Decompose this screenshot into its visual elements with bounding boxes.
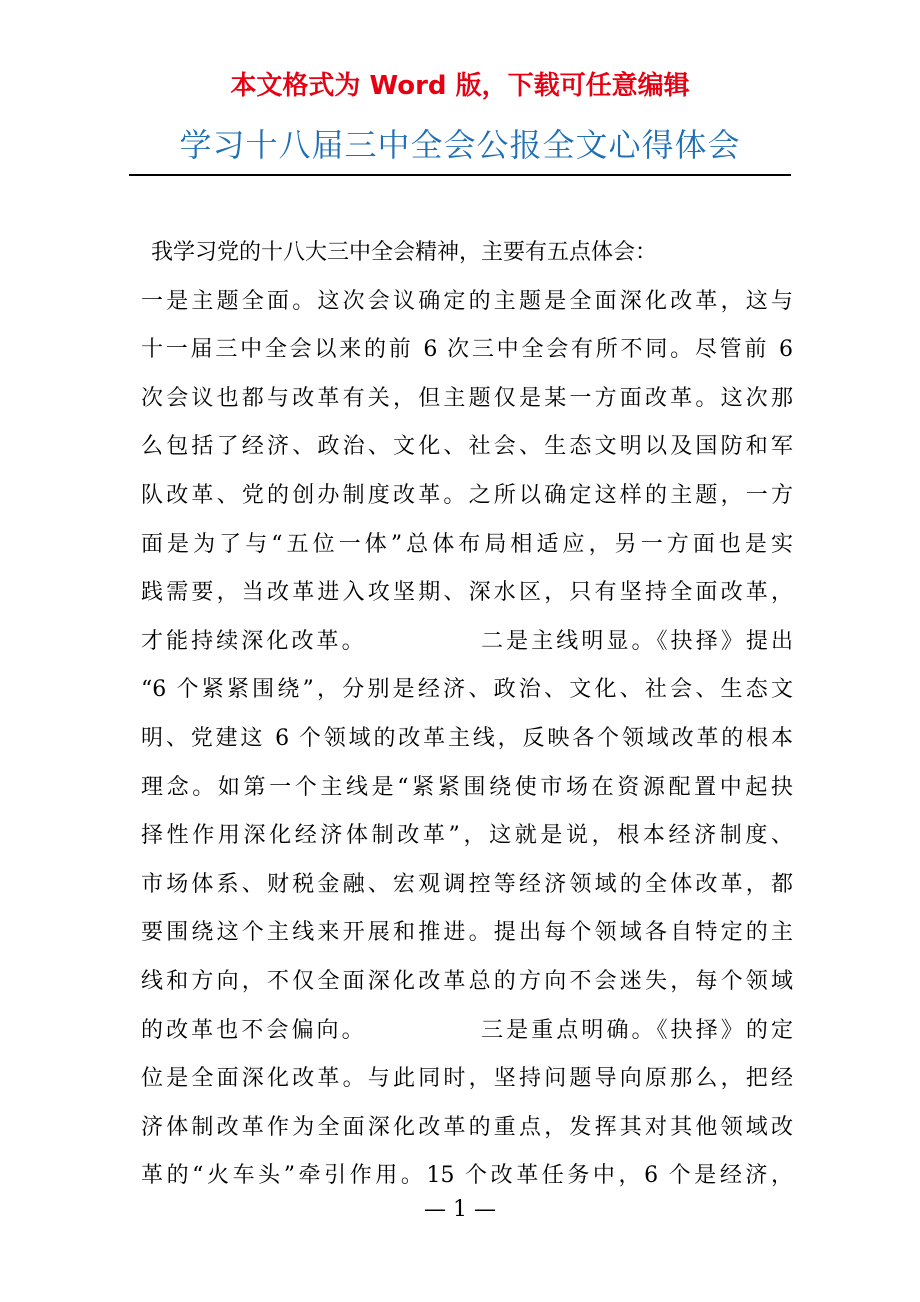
text-line: 才能持续深化改革。 二是主线明显。《抉择》提出 <box>141 628 793 654</box>
text-line: 位是全面深化改革。与此同时，坚持问题导向原那么，把经 <box>141 1066 793 1092</box>
body-text <box>141 229 793 1201</box>
text-line: 一是主题全面。这次会议确定的主题是全面深化改革，这与 <box>141 288 793 314</box>
text-line: 么包括了经济、政治、文化、社会、生态文明以及国防和军 <box>141 434 793 460</box>
text-line: 革的“火车头”牵引作用。15 个改革任务中，6 个是经济， <box>141 1163 793 1189</box>
text-line: 线和方向，不仅全面深化改革总的方向不会迷失，每个领域 <box>141 968 793 994</box>
page-number: — 1 — <box>424 1197 496 1222</box>
text-line: 十一届三中全会以来的前 6 次三中全会有所不同。尽管前 6 <box>141 337 793 363</box>
text-line: 的改革也不会偏向。 三是重点明确。《抉择》的定 <box>141 1017 793 1043</box>
text-line: 次会议也都与改革有关，但主题仅是某一方面改革。这次那 <box>141 385 793 411</box>
text-line: 济体制改革作为全面深化改革的重点，发挥其对其他领域改 <box>141 1114 793 1140</box>
text-line: 明、党建这 6 个领域的改革主线，反映各个领域改革的根本 <box>141 725 793 751</box>
text-line: 理念。如第一个主线是“紧紧围绕使市场在资源配置中起抉 <box>141 774 793 800</box>
title-underline <box>129 174 791 176</box>
text-line: “6 个紧紧围绕”，分别是经济、政治、文化、社会、生态文 <box>141 677 793 703</box>
text-line: 我学习党的十八大三中全会精神，主要有五点体会： <box>151 240 658 265</box>
text-line: 面是为了与“五位一体”总体布局相适应，另一方面也是实 <box>141 531 793 557</box>
text-line: 队改革、党的创办制度改革。之所以确定这样的主题，一方 <box>141 482 793 508</box>
text-line: 要围绕这个主线来开展和推进。提出每个领域各自特定的主 <box>141 920 793 946</box>
format-notice: 本文格式为 Word 版，下载可任意编辑 <box>230 71 690 101</box>
text-line: 市场体系、财税金融、宏观调控等经济领域的全体改革，都 <box>141 871 793 897</box>
document-title: 学习十八届三中全会公报全文心得体会 <box>179 126 741 164</box>
text-line: 践需要，当改革进入攻坚期、深水区，只有坚持全面改革， <box>141 580 793 606</box>
text-line: 择性作用深化经济体制改革”，这就是说，根本经济制度、 <box>141 823 793 849</box>
